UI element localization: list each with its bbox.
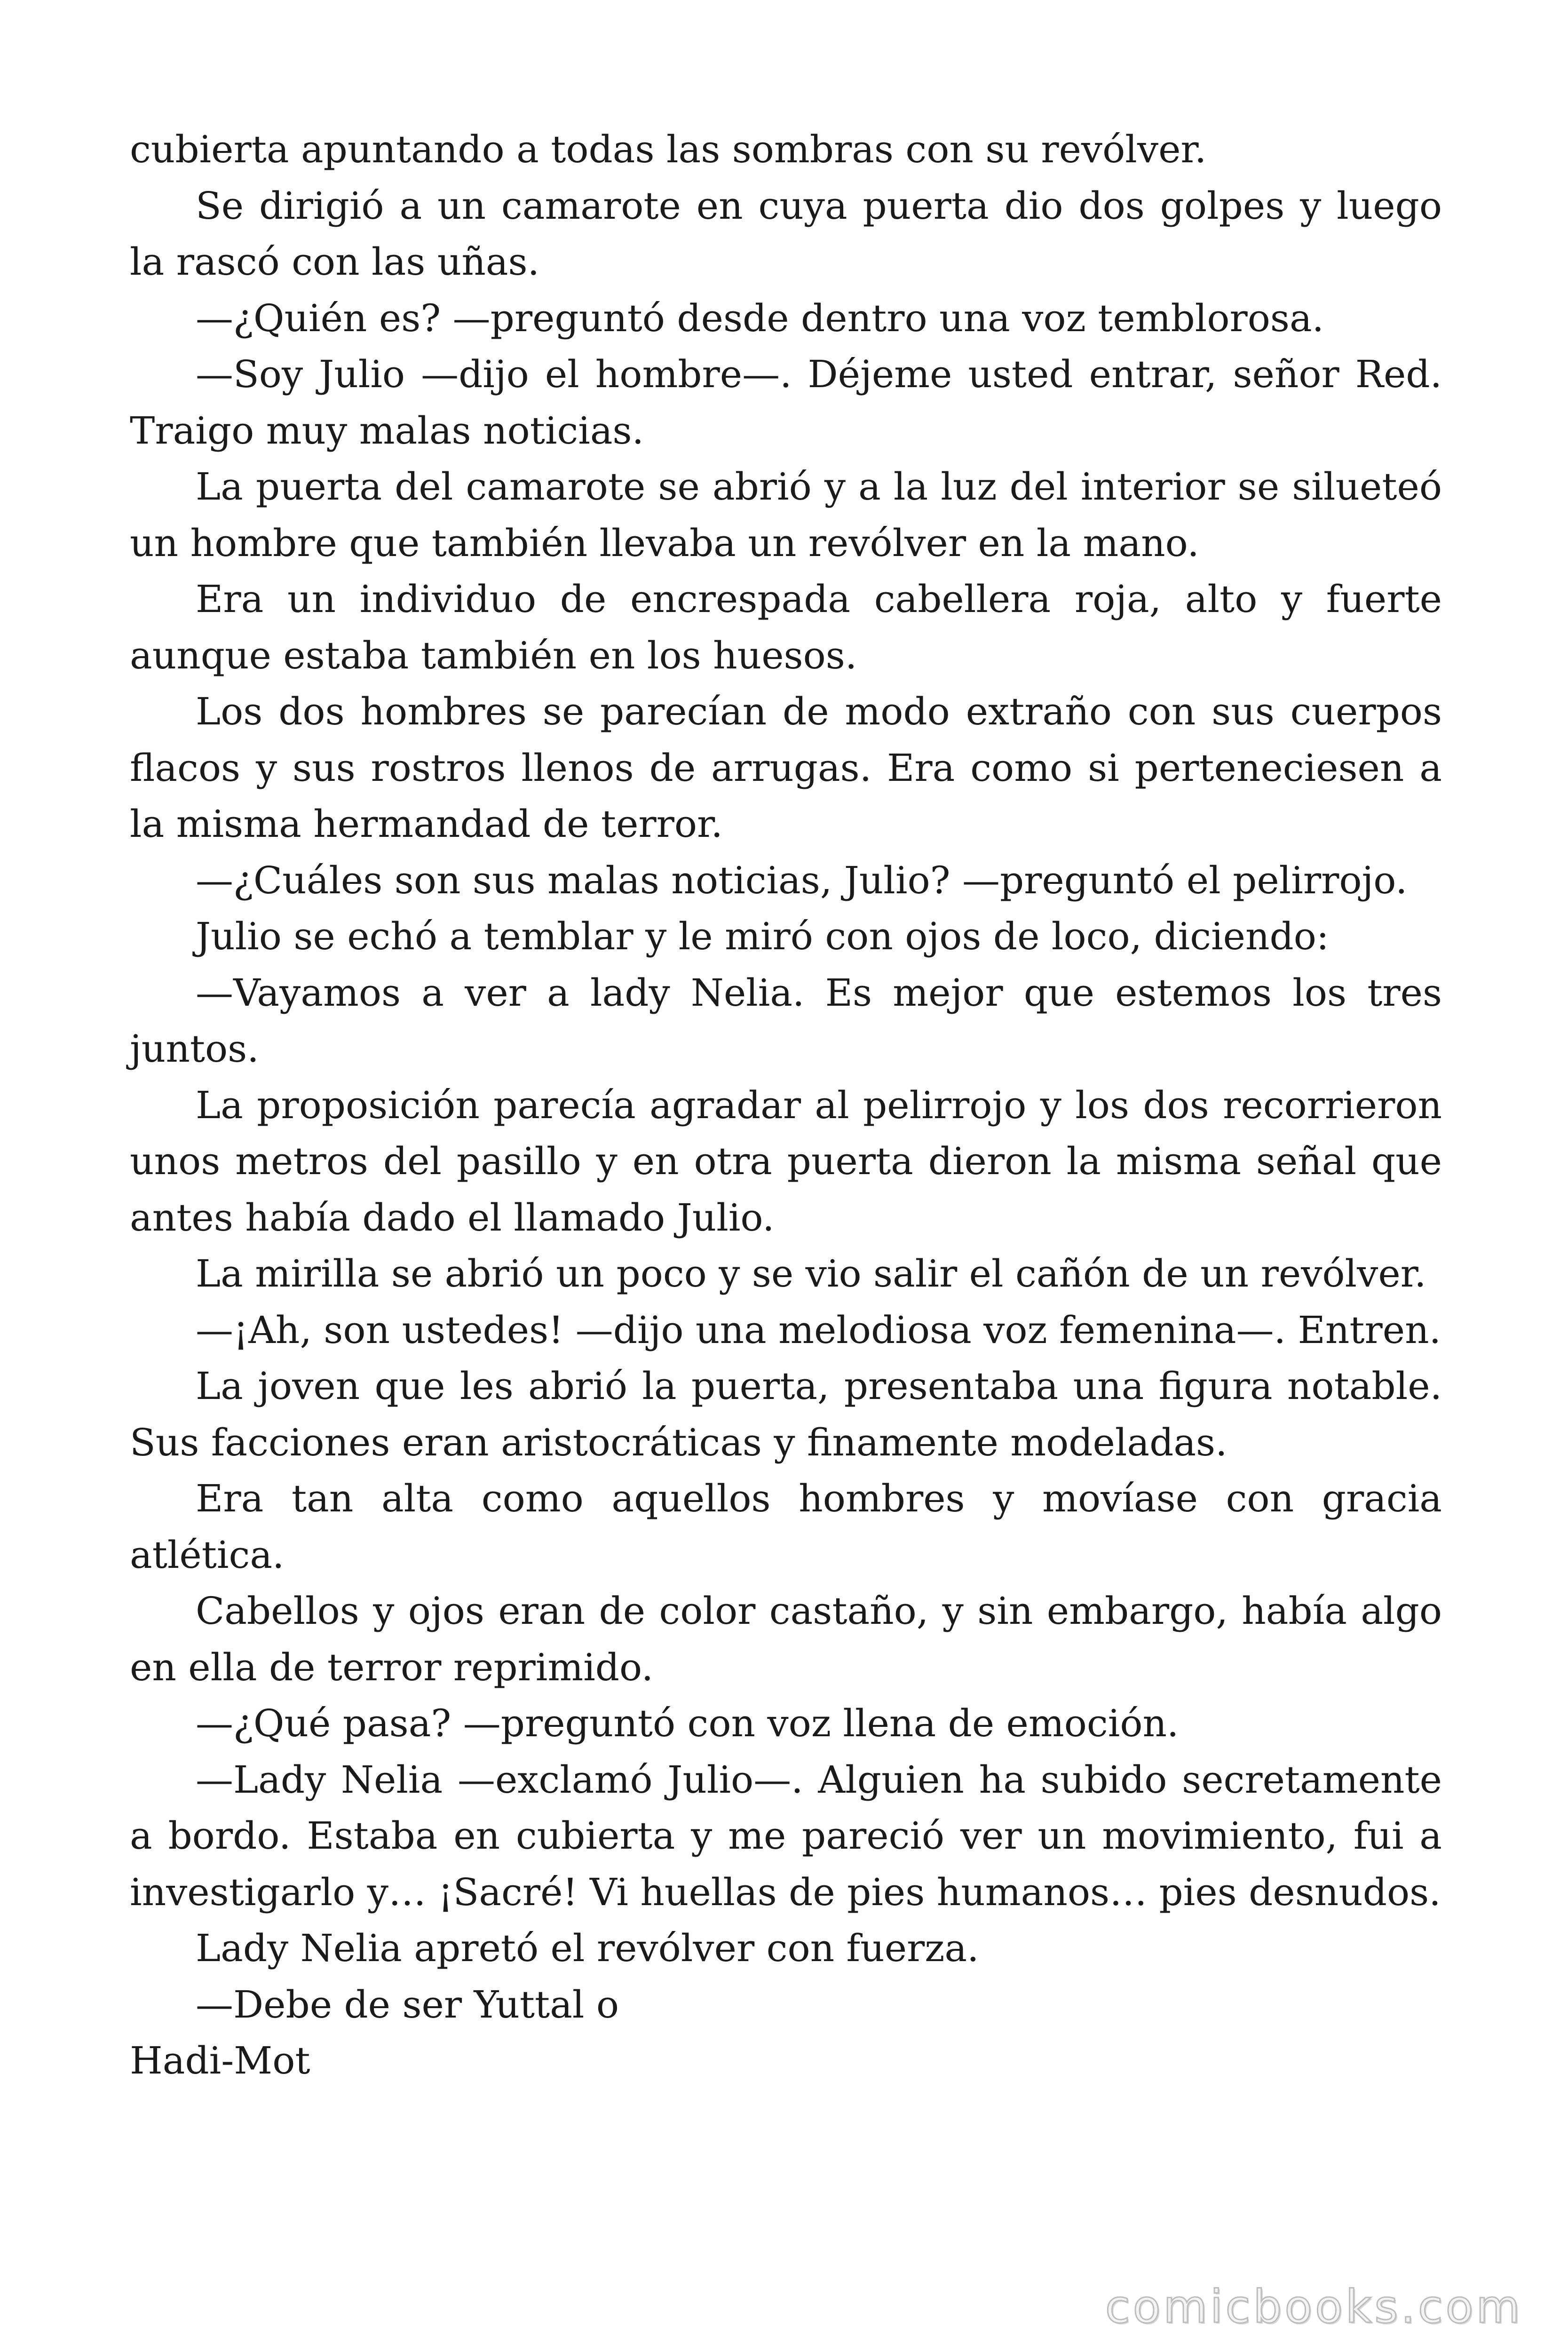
paragraph: —¿Cuáles son sus malas noticias, Julio? —preguntó el pelirrojo. <box>196 858 1408 902</box>
paragraph: Cabellos y ojos eran de color castaño, y sin embargo, había algo en ella de terror reprimido. <box>130 1589 1442 1689</box>
paragraph: —Vayamos a ver a lady Nelia. Es mejor que estemos los tres juntos. <box>130 970 1442 1071</box>
paragraph: Julio se echó a temblar y le miró con ojos de loco, diciendo: <box>196 914 1329 958</box>
paragraph: La puerta del camarote se abrió y a la luz del interior se silueteó un hombre que también llevaba un revólver en la mano. <box>130 465 1442 565</box>
paragraph: La proposición parecía agradar al pelirrojo y los dos recorrieron unos metros del pasillo y en otra puerta dieron la misma señal que antes había dado el llamado Julio. <box>130 1083 1442 1240</box>
paragraph: —Lady Nelia —exclamó Julio—. Alguien ha subido secretamente a bordo. Estaba en cubierta y me pareció ver un movimiento, fui a investigarlo y… ¡Sacré! Vi huellas de pies humanos… pies desnudos. <box>130 1757 1442 1914</box>
paragraph: cubierta apuntando a todas las sombras con su revólver. <box>130 127 1207 171</box>
paragraph: La mirilla se abrió un poco y se vio salir el cañón de un revólver. <box>196 1252 1426 1295</box>
paragraph: La joven que les abrió la puerta, presentaba una figura notable. Sus facciones eran aristocráticas y finamente modeladas. <box>130 1364 1442 1464</box>
paragraph: —Debe de ser Yuttal o <box>196 1982 619 2026</box>
page-body <box>130 121 1442 2089</box>
paragraph: Los dos hombres se parecían de modo extraño con sus cuerpos flacos y sus rostros llenos de arrugas. Era como si perteneciesen a la misma hermandad de terror. <box>130 690 1442 846</box>
paragraph: —¿Qué pasa? —preguntó con voz llena de emoción. <box>196 1701 1179 1745</box>
watermark-text: comicbooks.com <box>1105 2280 1523 2333</box>
paragraph: Se dirigió a un camarote en cuya puerta dio dos golpes y luego la rascó con las uñas. <box>130 183 1442 284</box>
paragraph: —Soy Julio —dijo el hombre—. Déjeme usted entrar, señor Red. Traigo muy malas noticias. <box>130 352 1442 453</box>
paragraph: Era un individuo de encrespada cabellera roja, alto y fuerte aunque estaba también en los huesos. <box>130 577 1442 677</box>
paragraph: Lady Nelia apretó el revólver con fuerza. <box>196 1926 979 1970</box>
paragraph: Era tan alta como aquellos hombres y movíase con gracia atlética. <box>130 1477 1442 1577</box>
paragraph: Hadi-Mot <box>130 2039 310 2082</box>
paragraph: —¡Ah, son ustedes! —dijo una melodiosa voz femenina—. Entren. <box>196 1308 1441 1352</box>
paragraph: —¿Quién es? —preguntó desde dentro una voz temblorosa. <box>196 296 1324 340</box>
